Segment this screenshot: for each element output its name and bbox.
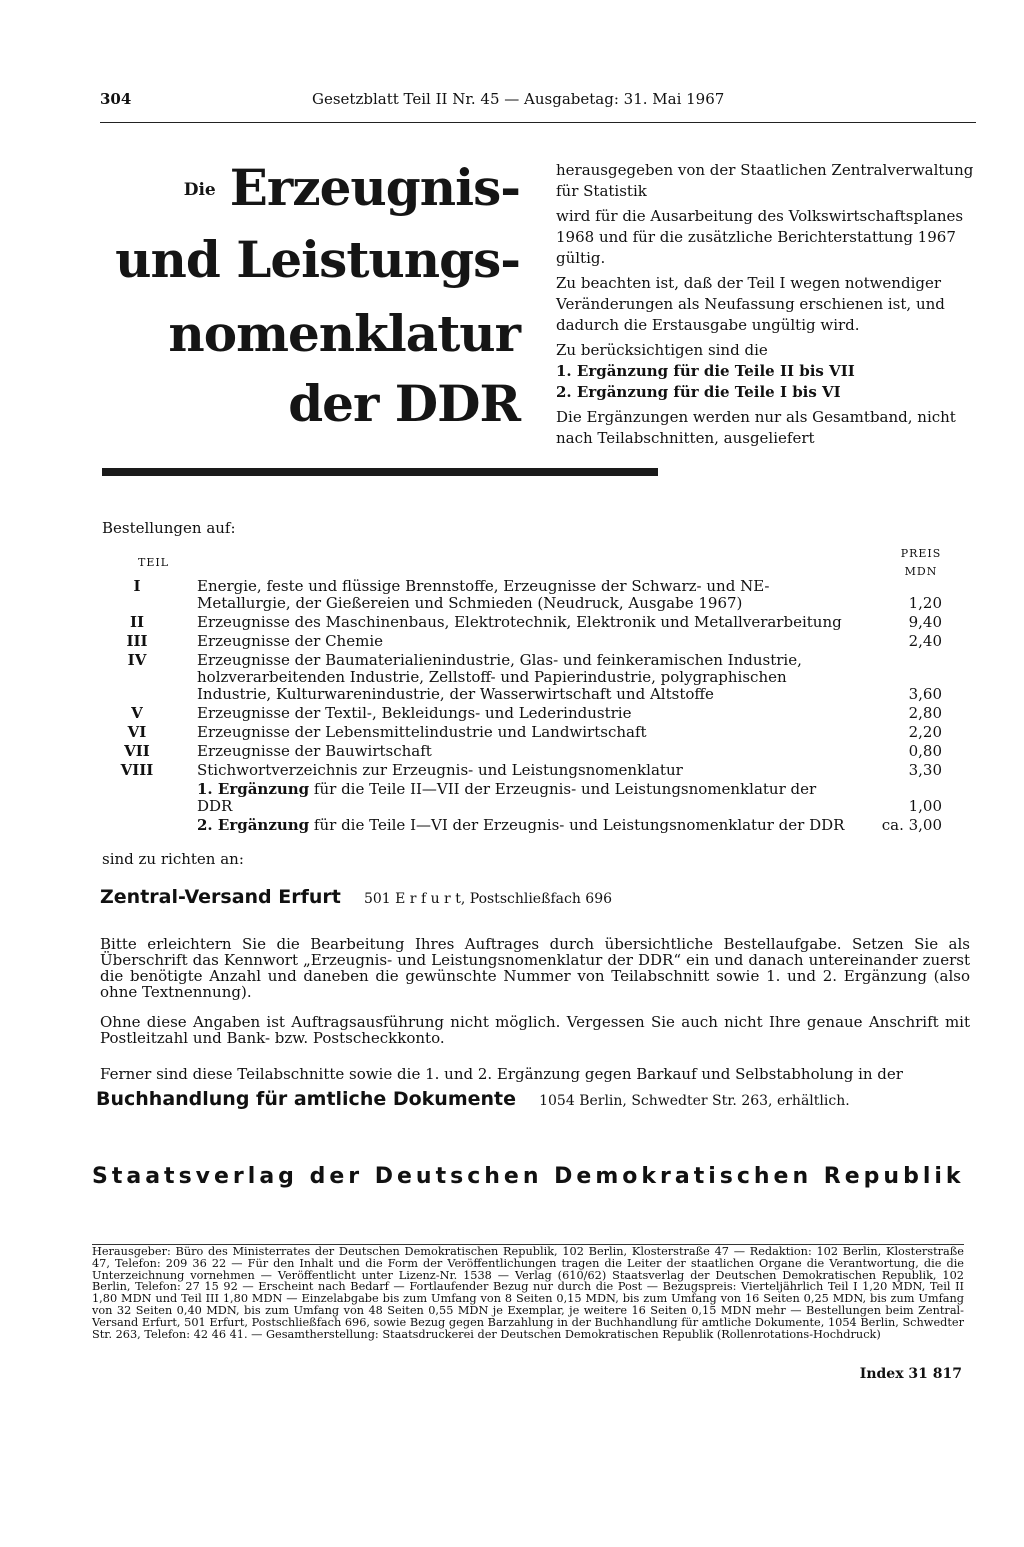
row-number: VII [124, 742, 150, 760]
supplement-1-price: 1,00 [908, 797, 942, 815]
title-line-1 [184, 158, 520, 217]
requirements-paragraph: Ohne diese Angaben ist Auftragsausführung nicht möglich. Vergessen Sie auch nicht Ihre genaue Anschrift mit Postleitzahl und Bank- bzw. Postscheckkonto. [100, 1013, 970, 1047]
pickup-paragraph: Ferner sind diese Teilabschnitte sowie die 1. und 2. Ergänzung gegen Barkauf und Selbstabholung in der [100, 1065, 903, 1083]
supplement-2-text: für die Teile I—VI der Erzeugnis- und Leistungsnomenklatur der DDR [309, 816, 845, 834]
title-word-1: Erzeugnis- [229, 158, 520, 217]
row-price: 9,40 [908, 613, 942, 631]
bookshop-postal: 1054 Berlin, Schwedter Str. 263, erhältlich. [539, 1093, 850, 1109]
row-price: 3,30 [908, 761, 942, 779]
publisher-imprint: Staatsverlag der Deutschen Demokratischen Republik [92, 1164, 965, 1189]
supplement-row [100, 781, 980, 815]
row-price: 2,80 [908, 704, 942, 722]
table-row [100, 652, 980, 703]
column-header-mdn-label: MDN [904, 565, 938, 578]
send-to-label: sind zu richten an: [102, 850, 244, 868]
row-price: 3,60 [908, 685, 942, 703]
intro-p3: Zu beachten ist, daß der Teil I wegen notwendiger Veränderungen als Neufassung erschienen ist, und dadurch die Erstausgabe ungültig wird. [556, 274, 945, 334]
supplement-row [100, 817, 980, 834]
page-header [100, 90, 976, 114]
table-row [100, 705, 980, 722]
table-row [100, 614, 980, 631]
row-price: 2,40 [908, 632, 942, 650]
running-head: Gesetzblatt Teil II Nr. 45 — Ausgabetag: 31. Mai 1967 [312, 90, 725, 108]
supplement-1-label: 1. Ergänzung [197, 780, 310, 798]
intro-p4: Zu berücksichtigen sind die [556, 341, 768, 359]
title-line-2: und Leistungs- [115, 230, 520, 289]
intro-text [556, 160, 976, 453]
column-header-preis-label: PREIS [900, 547, 942, 560]
page-number: 304 [100, 90, 132, 108]
row-price: 2,20 [908, 723, 942, 741]
row-description: Erzeugnisse des Maschinenbaus, Elektrotechnik, Elektronik und Metallverarbeitung [197, 613, 842, 631]
row-price: 0,80 [908, 742, 942, 760]
row-number: III [126, 632, 148, 650]
table-row [100, 633, 980, 650]
title-prefix: Die [183, 180, 216, 200]
table-row [100, 724, 980, 741]
supplement-1-description [197, 781, 849, 815]
send-to-name: Zentral-Versand Erfurt [100, 886, 341, 908]
send-to-address [100, 886, 612, 908]
orders-label: Bestellungen auf: [102, 519, 236, 537]
intro-p1: herausgegeben von der Staatlichen Zentralverwaltung für Statistik [556, 161, 974, 200]
header-rule [100, 122, 976, 123]
row-description: Erzeugnisse der Lebensmittelindustrie und Landwirtschaft [197, 723, 647, 741]
table-row [100, 743, 980, 760]
advert-title [100, 152, 520, 444]
intro-p5: Die Ergänzungen werden nur als Gesamtband, nicht nach Teilabschnitten, ausgeliefert [556, 408, 956, 447]
bookshop-address [96, 1088, 850, 1110]
row-number: II [129, 613, 145, 631]
title-line-4: der DDR [288, 374, 520, 433]
intro-item-2: 2. Ergänzung für die Teile I bis VI [556, 383, 841, 401]
row-description: Erzeugnisse der Bauwirtschaft [197, 742, 432, 760]
row-number: VI [127, 723, 147, 741]
row-number: IV [127, 651, 147, 669]
impressum-text: Herausgeber: Büro des Ministerrates der Deutschen Demokratischen Republik, 102 Berlin, Klosterstraße 47 — Redaktion: 102 Berlin, Klosterstraße 47, Telefon: 209 36 22 — Für den Inhalt und die Form der Veröffentlichungen tragen die Leiter der staatlichen Organe die Verantwortung, die die Unterzeichnung vornehmen — Veröffentlicht unter Lizenz-Nr. 1538 — Verlag (610/62) Staatsverlag der Deutschen Demokratischen Republik, 102 Berlin, Telefon: 27 15 92 — Erscheint nach Bedarf — Fortlaufender Bezug nur durch die Post — Bezugspreis: Vierteljährlich Teil I 1,20 MDN, Teil II 1,80 MDN und Teil III 1,80 MDN — Einzelabgabe bis zum Umfang von 8 Seiten 0,15 MDN, bis zum Umfang von 16 Seiten 0,25 MDN, bis zum Umfang von 32 Seiten 0,40 MDN, bis zum Umfang von 48 Seiten 0,55 MDN je Exemplar, je weitere 16 Seiten 0,15 MDN mehr — Bestellungen beim Zentral-Versand Erfurt, 501 Erfurt, Postschließfach 696, sowie Bezug gegen Barzahlung in der Buchhandlung für amtliche Dokumente, 1054 Berlin, Schwedter Str. 263, Telefon: 42 46 41. — Gesamtherstellung: Staatsdruckerei der Deutschen Demokratischen Republik (Rollenrotations-Hochdruck) [92, 1245, 964, 1341]
supplement-2-price: ca. 3,00 [881, 816, 942, 834]
supplement-2-label: 2. Ergänzung [197, 816, 310, 834]
row-description: Stichwortverzeichnis zur Erzeugnis- und Leistungsnomenklatur [197, 761, 683, 779]
section-divider [102, 468, 658, 476]
index-number: Index 31 817 [859, 1366, 962, 1382]
row-description: Energie, feste und flüssige Brennstoffe, Erzeugnisse der Schwarz- und NE-Metallurgie, der Gießereien und Schmieden (Neudruck, Ausgabe 1967) [197, 577, 770, 612]
row-description: Erzeugnisse der Chemie [197, 632, 383, 650]
row-description: Erzeugnisse der Textil-, Bekleidungs- und Lederindustrie [197, 704, 632, 722]
column-header-preis [878, 545, 964, 581]
send-to-postal: 501 E r f u r t, Postschließfach 696 [363, 891, 613, 907]
intro-p2: wird für die Ausarbeitung des Volkswirtschaftsplanes 1968 und für die zusätzliche Berichterstattung 1967 gültig. [556, 207, 964, 267]
table-row [100, 762, 980, 779]
orders-table [100, 578, 980, 836]
row-description: Erzeugnisse der Baumaterialienindustrie, Glas- und feinkeramischen Industrie, holzverarbeitenden Industrie, Zellstoff- und Papierindustrie, polygraphischen Industrie, Kulturwarenindustrie, der Wasserwirtschaft und Altstoffe [197, 651, 802, 703]
row-price: 1,20 [908, 594, 942, 612]
intro-item-1: 1. Ergänzung für die Teile II bis VII [556, 362, 855, 380]
supplement-2-description [197, 817, 849, 834]
title-line-3: nomenklatur [168, 304, 520, 363]
instructions-paragraph: Bitte erleichtern Sie die Bearbeitung Ihres Auftrages durch übersichtliche Bestellaufgabe. Setzen Sie als Überschrift das Kennwort „Erzeugnis- und Leistungsnomenklatur der DDR“ ein und danach untereinander zuerst die benötigte Anzahl und daneben die gewünschte Nummer von Teilabschnitt sowie 1. und 2. Ergänzung (also ohne Textnennung). [100, 935, 970, 1001]
table-row [100, 578, 980, 612]
row-number: VIII [120, 761, 154, 779]
column-header-teil: TEIL [138, 556, 170, 569]
row-number: I [133, 577, 141, 595]
bookshop-name: Buchhandlung für amtliche Dokumente [96, 1088, 517, 1110]
row-number: V [131, 704, 143, 722]
supplement-1-text: für die Teile II—VII der Erzeugnis- und Leistungsnomenklatur der DDR [197, 780, 817, 815]
